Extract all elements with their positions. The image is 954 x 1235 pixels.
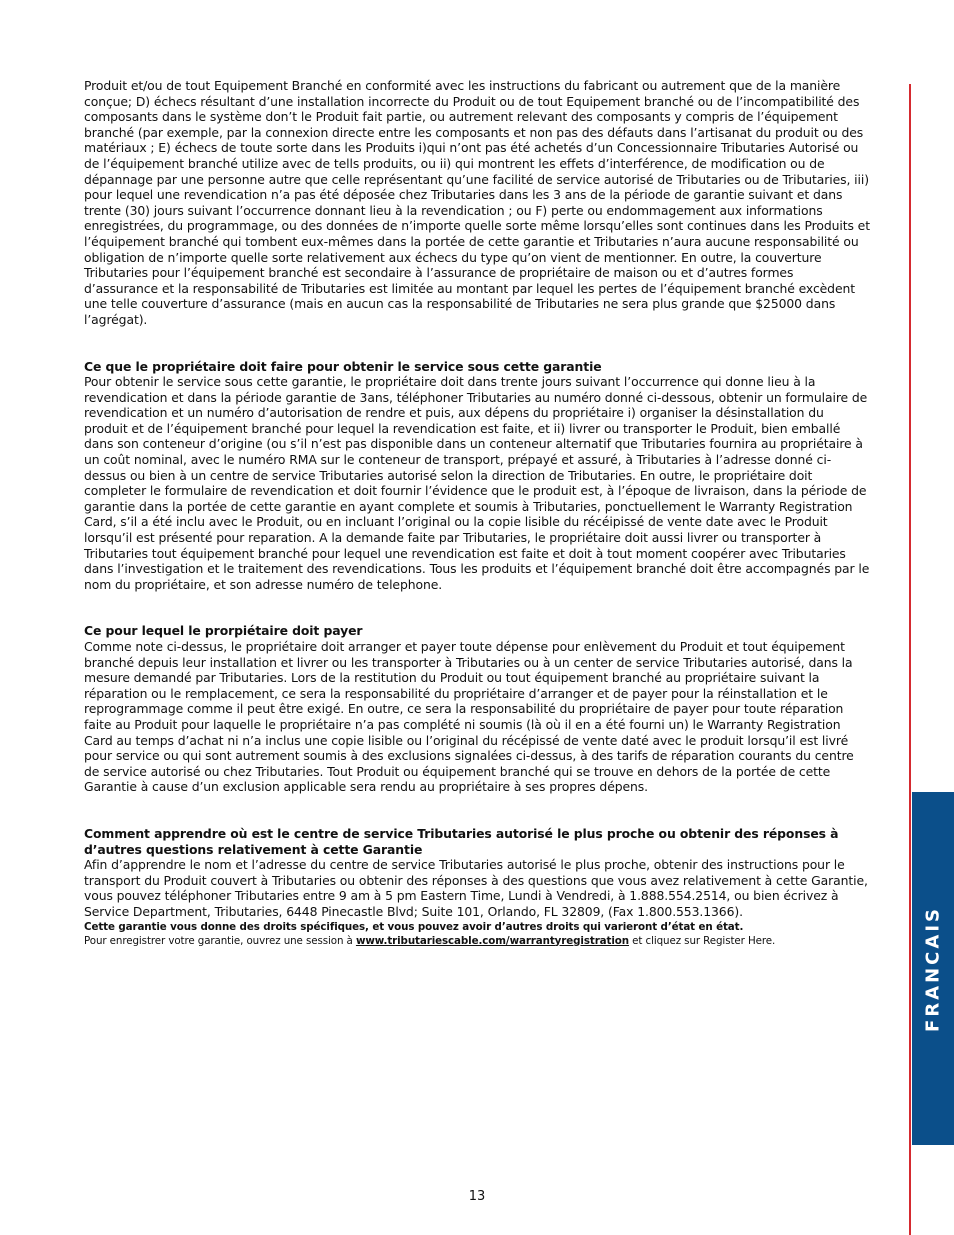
registration-line [84, 934, 870, 948]
section-body: Pour obtenir le service sous cette garantie, le propriétaire doit dans trente jours suivant l’occurrence qui donne lieu à la revendication et dans la période garantie de 3ans, téléphoner Tributaries au numéro donné ci-dessous, obtenir un formulaire de revendication et un numéro d’autorisation de rendre et puis, aux dépens du propriétaire i) organiser la désinstallation du produit et de l’équipement branché pour lequel la revendication est faite, et ii) livrer ou transporter le Produit, bien emballé dans son conteneur d’origine (ou s’il n’est pas disponible dans un conteneur alternatif que Tributaries fournira au propriétaire à un coût nominal, avec le numéro RMA sur le conteneur de transport, prépayé et assuré, à Tributaries à l’adresse donné ci-dessus ou bien à un centre de service Tributaries autorisé selon la direction de Tributaries. En outre, le propriétaire doit completer le formulaire de revendication et doit fournir l’évidence que le produit est, à l’époque de livraison, dans la période de garantie dans la portée de cette garantie en ayant complete et soumis à Tributaries, ponctuellement le Warranty Registration Card, s’il a été inclu avec le Produit, ou en incluant l’original ou la copie lisible du récéipissé de vente date avec le Produit lorsqu’il est présenté pour reparation. A la demande faite par Tributaries, le propriétaire doit aussi livrer ou transporter à Tributaries tout équipement branché pour lequel une revendication est faite et doit à tout moment coopérer avec Tributaries dans l’investigation et le traitement des revendications. Tous les produits et l’équipement branché doit être accompagnés par le nom du propriétaire, et son adresse numéro de telephone. [84, 374, 870, 592]
intro-paragraph: Produit et/ou de tout Equipement Branché en conformité avec les instructions du fabricant ou autrement que de la manière conçue; D) échecs résultant d’une installation incorrecte du Produit ou de tout Equipement branché ou de l’incompatibilité des composants dans le système don’t le Produit fait partie, ou autrement relevant des composants y compris de l’équipement branché (par exemple, par la connexion directe entre les composants et non pas des défauts dans l’artisanat du produit ou des matériaux ; E) échecs de toute sorte dans les Produits i)qui n’ont pas été achetés d’un Concessionnaire Tributaries Autorisé ou de l’équipement branché utilize avec de tells produits, ou ii) qui montrent les effets d’interférence, de modification ou de dépannage par une personne autre que celle représentant qu’une facilité de service autorisé de Tributaries ou de Tributaries, iii) pour lequel une revendication n’a pas été déposée chez Tributaries dans les 3 ans de la période de garantie suivant et dans trente (30) jours suivant l’occurrence donnant lieu à la revendication ; ou F) perte ou endommagement aux informations enregistrées, du programmage, ou des données de n’importe quelle sorte même lorsqu’elles sont continues dans les Produits et l’équipement branché qui tombent eux-mêmes dans la portée de cette garantie et Tributaries n’aura aucune responsabilité ou obligation de n’importe quelle sorte relativement aux échecs du type qu’on vient de mentionner. En outre, la couverture Tributaries pour l’équipement branché est secondaire à l’assurance de propriétaire de maison ou et d’autres formes d’assurance et la responsabilité de Tributaries est limitée au montant par lequel les pertes de l’équipement branché excèdent une telle couverture d’assurance (mais en aucun cas la responsabilité de Tributaries ne sera plus grande que $25000 dans l’agrégat). [84, 78, 870, 327]
red-margin-rule [909, 84, 911, 1235]
page-content [84, 78, 870, 948]
legal-notice: Cette garantie vous donne des droits spécifiques, et vous pouvez avoir d’autres droits qui varieront d’état en état. [84, 920, 744, 933]
registration-suffix: et cliquez sur Register Here. [629, 934, 776, 947]
section-body: Afin d’apprendre le nom et l’adresse du centre de service Tributaries autorisé le plus proche, obtenir des instructions pour le transport du Produit couvert à Tributaries ou obtenir des réponses à des questions que vous avez relativement à cette Garantie, vous pouvez téléphoner Tributaries entre 9 am à 5 pm Eastern Time, Lundi à Vendredi, à 1.888.554.2514, ou bien écrivez à Service Department, Tributaries, 6448 Pinecastle Blvd; Suite 101, Orlando, FL 32809, (Fax 1.800.553.1366). [84, 857, 868, 919]
language-tab-label: FRANCAIS [922, 905, 944, 1032]
section-owner-pays [84, 623, 870, 795]
language-side-tab [912, 792, 954, 1145]
registration-prefix: Pour enregistrer votre garantie, ouvrez une session à [84, 934, 356, 947]
section-service-center [84, 826, 870, 920]
page-number: 13 [468, 1189, 486, 1204]
registration-link[interactable]: www.tributariescable.com/warrantyregistration [355, 934, 629, 947]
section-heading: Ce que le propriétaire doit faire pour obtenir le service sous cette garantie [84, 358, 602, 374]
section-obtain-service [84, 359, 870, 593]
section-body: Comme note ci-dessus, le propriétaire doit arranger et payer toute dépense pour enlèvement du Produit et tout équipement branché depuis leur installation et livrer ou les transporter à Tributaries ou à un center de service Tributaries autorisé, dans la mesure demandé par Tributaries. Lors de la restitution du Produit ou tout équipement branché au propriétaire suivant la réparation ou le remplacement, ce sera la responsabilité du propriétaire d’arranger et de payer pour la réinstallation et le reprogrammage comme il peut être exigé. En outre, ce sera la responsabilité du propriétaire de payer pour toute réparation faite au Produit pour laquelle le propriétaire n’a pas complété ni soumis (là où il en a été fourni un) le Warranty Registration Card au temps d’achat ni n’a inclus une copie lisible ou l’original du récépissé de vente daté avec le produit lorsqu’il est livré pour service ou qui sont autrement soumis à des exclusions signalées ci-dessus, à des tarifs de réparation courants du centre de service autorisé ou chez Tributaries. Tout Produit ou équipement branché qui se trouve en dehors de la portée de cette Garantie à cause d’un exclusion applicable sera rendu au propriétaire à ses propres dépens. [84, 639, 854, 795]
section-heading: Ce pour lequel le prorpiétaire doit payer [84, 623, 363, 639]
section-heading: Comment apprendre où est le centre de service Tributaries autorisé le plus proche ou obtenir des réponses à d’autres questions relativement à cette Garantie [84, 825, 839, 857]
